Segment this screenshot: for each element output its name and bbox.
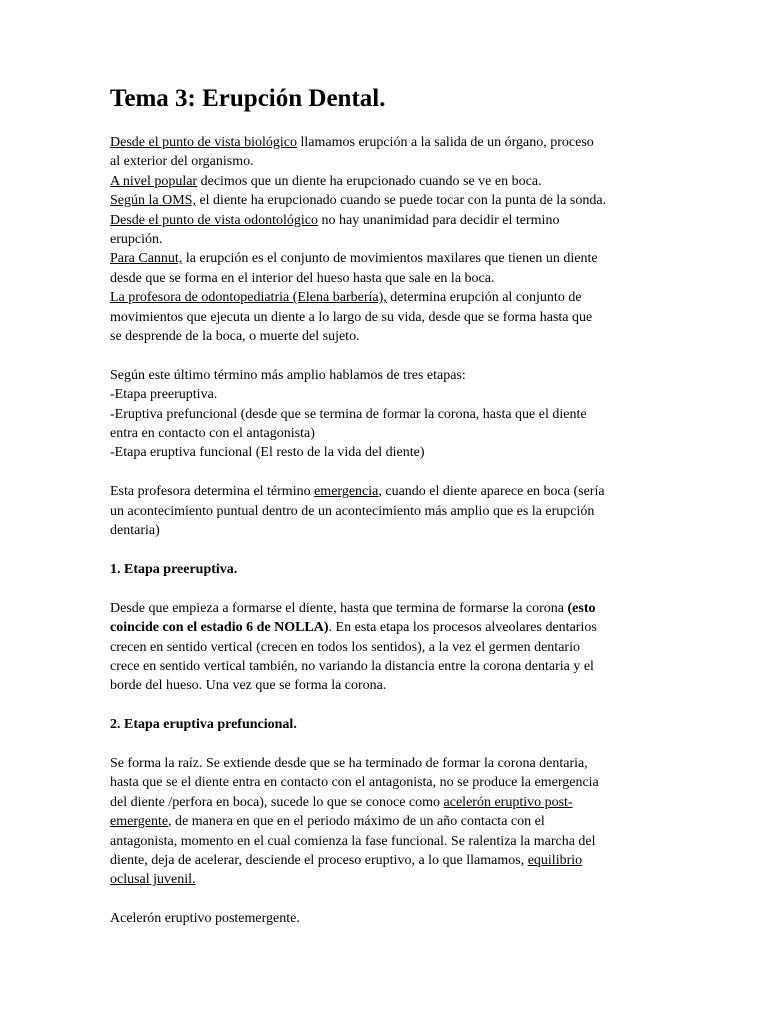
stages-line: -Etapa preeruptiva. (110, 387, 218, 403)
closing-line: Acelerón eruptivo postemergente. (110, 911, 300, 927)
section-2-line: diente, deja de acelerar, desciende el proceso eruptivo, a lo que llamamos, equilibrio (110, 852, 583, 868)
underlined-phrase: A nivel popular (110, 173, 198, 189)
intro-paragraph (110, 133, 666, 346)
stages-line: entra en contacto con el antagonista) (110, 426, 315, 442)
emergence-paragraph (110, 482, 666, 540)
intro-line: Desde el punto de vista biológico llamamos erupción a la salida de un órgano, proceso (110, 135, 594, 150)
intro-line: se desprende de la boca, o muerte del sujeto. (110, 329, 360, 345)
intro-line: La profesora de odontopediatria (Elena barbería), determina erupción al conjunto de (110, 290, 582, 306)
underlined-phrase: acelerón eruptivo post- (443, 794, 573, 810)
intro-line: erupción. (110, 232, 163, 248)
section-2-line: Se forma la raíz. Se extiende desde que se ha terminado de formar la corona dentaria, (110, 755, 588, 771)
section-2-line: hasta que se el diente entra en contacto con el antagonista, no se produce la emergencia (110, 775, 599, 791)
section-2-line: del diente /perfora en boca), sucede lo que se conoce como acelerón eruptivo post- (110, 794, 573, 810)
stages-line: Según este último término más amplio hablamos de tres etapas: (110, 367, 466, 383)
section-2-line: emergente, de manera en que en el periodo máximo de un año contacta con el (110, 814, 545, 830)
stages-line: -Etapa eruptiva funcional (El resto de la vida del diente) (110, 445, 425, 461)
section-1-line: crece en sentido vertical también, no variando la distancia entre la corona dentaria y el (110, 658, 594, 674)
section-2-line (110, 870, 666, 889)
underlined-phrase: Para Cannut, (110, 251, 183, 267)
underlined-phrase: Según la OMS, (110, 193, 196, 209)
stages-line: -Eruptiva prefuncional (desde que se termina de formar la corona, hasta que el diente (110, 406, 587, 422)
intro-line: Según la OMS, el diente ha erupcionado cuando se puede tocar con la punta de la sonda. (110, 193, 607, 209)
underlined-phrase: oclusal juvenil. (110, 872, 196, 888)
underlined-phrase: La profesora de odontopediatria (Elena barbería), (110, 290, 387, 306)
section-1-paragraph (110, 599, 666, 696)
underlined-phrase: emergencia (314, 484, 379, 500)
underlined-phrase: Desde el punto de vista biológico (110, 135, 298, 150)
underlined-phrase: Desde el punto de vista odontológico (110, 212, 319, 228)
page-title: Tema 3: Erupción Dental. (110, 85, 386, 112)
section-2-heading: 2. Etapa eruptiva prefuncional. (110, 717, 297, 733)
section-2-line: antagonista, momento en el cual comienza la fase funcional. Se ralentiza la marcha del (110, 833, 596, 849)
emergence-line: un acontecimiento puntual dentro de un acontecimiento más amplio que es la erupción (110, 503, 595, 519)
section-1-line: borde del hueso. Una vez que se forma la corona. (110, 678, 387, 694)
intro-line: al exterior del organismo. (110, 154, 254, 170)
intro-line: A nivel popular decimos que un diente ha erupcionado cuando se ve en boca. (110, 173, 542, 189)
section-1-line: Desde que empieza a formarse el diente, hasta que termina de formarse la corona (esto (110, 600, 596, 616)
underlined-phrase: equilibrio (527, 852, 583, 868)
section-1-line: crecen en sentido vertical (crecen en todos los sentidos), a la vez el germen dentario (110, 639, 580, 655)
stages-paragraph (110, 366, 666, 463)
document-body (110, 84, 666, 948)
underlined-phrase: emergente (110, 814, 169, 830)
intro-line: Desde el punto de vista odontológico no hay unanimidad para decidir el termino (110, 212, 560, 228)
emergence-line: Esta profesora determina el término emergencia, cuando el diente aparece en boca (sería (110, 484, 605, 500)
section-1-line: coincide con el estadio 6 de NOLLA). En esta etapa los procesos alveolares dentarios (110, 620, 597, 636)
intro-line: Para Cannut, la erupción es el conjunto de movimientos maxilares que tienen un diente (110, 251, 598, 267)
intro-line: movimientos que ejecuta un diente a lo largo de su vida, desde que se forma hasta que (110, 309, 593, 325)
intro-line: desde que se forma en el interior del hueso hasta que sale en la boca. (110, 270, 495, 286)
emergence-line: dentaria) (110, 523, 160, 539)
section-1-heading: 1. Etapa preeruptiva. (110, 561, 238, 577)
section-2-paragraph (110, 754, 666, 890)
